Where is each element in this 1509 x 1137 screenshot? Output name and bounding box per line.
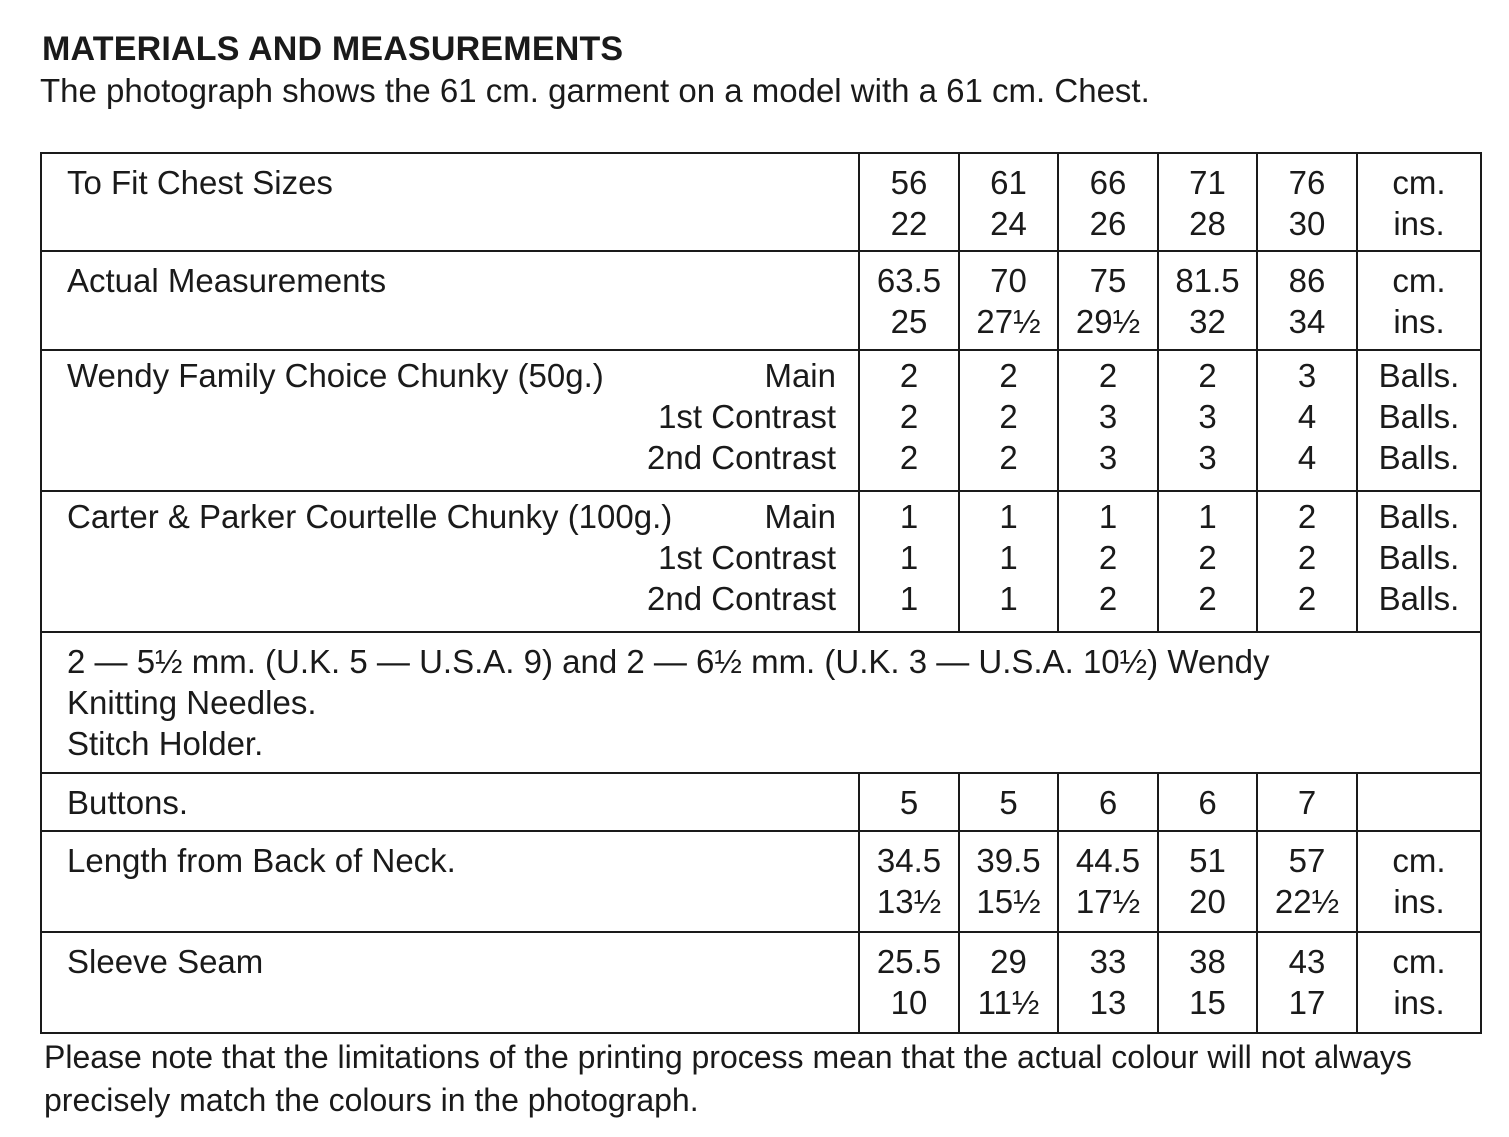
buttons-cell: 5 <box>959 773 1058 831</box>
actual-measurement-cell: 86 34 <box>1257 251 1357 350</box>
buttons-cell: 7 <box>1257 773 1357 831</box>
wendy-yarn-row <box>41 350 1481 491</box>
carter-yarn-cell: 1 2 2 <box>1158 491 1257 632</box>
wendy-yarn-cell: 2 3 3 <box>1158 350 1257 491</box>
wendy-yarn-label <box>41 350 859 491</box>
contrast1-label: 1st Contrast <box>658 398 836 435</box>
chest-size-cell: 76 30 <box>1257 153 1357 251</box>
contrast1-label: 1st Contrast <box>658 539 836 576</box>
contrast2-label: 2nd Contrast <box>647 439 836 476</box>
sleeve-seam-cell: 25.5 10 <box>859 932 959 1033</box>
unit-cell <box>1357 773 1481 831</box>
length-row <box>41 831 1481 932</box>
buttons-cell: 6 <box>1158 773 1257 831</box>
carter-yarn-cell: 1 2 2 <box>1058 491 1158 632</box>
actual-measurement-cell: 81.5 32 <box>1158 251 1257 350</box>
actual-measurement-cell: 63.5 25 <box>859 251 959 350</box>
main-label: Main <box>764 498 836 535</box>
sleeve-seam-cell: 29 11½ <box>959 932 1058 1033</box>
carter-yarn-name: Carter & Parker Courtelle Chunky (100g.) <box>67 498 673 535</box>
length-label: Length from Back of Neck. <box>41 831 859 932</box>
unit-cell: cm. ins. <box>1357 932 1481 1033</box>
sleeve-seam-row <box>41 932 1481 1033</box>
contrast2-label: 2nd Contrast <box>647 580 836 617</box>
wendy-yarn-cell: 2 3 3 <box>1058 350 1158 491</box>
carter-yarn-label <box>41 491 859 632</box>
wendy-yarn-cell: 3 4 4 <box>1257 350 1357 491</box>
sleeve-seam-cell: 33 13 <box>1058 932 1158 1033</box>
buttons-cell: 5 <box>859 773 959 831</box>
carter-yarn-cell: 1 1 1 <box>859 491 959 632</box>
buttons-row <box>41 773 1481 831</box>
buttons-cell: 6 <box>1058 773 1158 831</box>
chest-size-row <box>41 153 1481 251</box>
length-cell: 44.5 17½ <box>1058 831 1158 932</box>
buttons-label: Buttons. <box>41 773 859 831</box>
length-cell: 51 20 <box>1158 831 1257 932</box>
carter-yarn-cell: 1 1 1 <box>959 491 1058 632</box>
carter-yarn-row <box>41 491 1481 632</box>
actual-measurements-label: Actual Measurements <box>41 251 859 350</box>
sleeve-seam-cell: 43 17 <box>1257 932 1357 1033</box>
length-cell: 39.5 15½ <box>959 831 1058 932</box>
unit-cell: Balls. Balls. Balls. <box>1357 491 1481 632</box>
printing-note: Please note that the limitations of the printing process mean that the actual colour will not always precisely match the colours in the photograph. <box>44 1039 1412 1118</box>
chest-size-cell: 61 24 <box>959 153 1058 251</box>
page-title: MATERIALS AND MEASUREMENTS <box>42 30 624 68</box>
chest-size-cell: 56 22 <box>859 153 959 251</box>
actual-measurements-row <box>41 251 1481 350</box>
chest-size-label: To Fit Chest Sizes <box>41 153 859 251</box>
chest-size-cell: 66 26 <box>1058 153 1158 251</box>
length-cell: 57 22½ <box>1257 831 1357 932</box>
unit-cell: cm. ins. <box>1357 153 1481 251</box>
wendy-yarn-name: Wendy Family Choice Chunky (50g.) <box>67 357 604 394</box>
main-label: Main <box>764 357 836 394</box>
length-cell: 34.5 13½ <box>859 831 959 932</box>
actual-measurement-cell: 70 27½ <box>959 251 1058 350</box>
sleeve-seam-label: Sleeve Seam <box>41 932 859 1033</box>
unit-cell: cm. ins. <box>1357 831 1481 932</box>
carter-yarn-cell: 2 2 2 <box>1257 491 1357 632</box>
materials-table <box>40 152 1482 1034</box>
needles-line: Knitting Needles. <box>67 684 317 721</box>
chest-size-cell: 71 28 <box>1158 153 1257 251</box>
needles-row <box>41 632 1481 773</box>
stitch-holder-line: Stitch Holder. <box>67 725 264 762</box>
actual-measurement-cell: 75 29½ <box>1058 251 1158 350</box>
sleeve-seam-cell: 38 15 <box>1158 932 1257 1033</box>
wendy-yarn-cell: 2 2 2 <box>859 350 959 491</box>
needles-line: 2 — 5½ mm. (U.K. 5 — U.S.A. 9) and 2 — 6½ mm. (U.K. 3 — U.S.A. 10½) Wendy <box>67 643 1270 680</box>
unit-cell: Balls. Balls. Balls. <box>1357 350 1481 491</box>
needles-cell <box>41 632 1481 773</box>
wendy-yarn-cell: 2 2 2 <box>959 350 1058 491</box>
page-subtitle: The photograph shows the 61 cm. garment on a model with a 61 cm. Chest. <box>40 72 1150 109</box>
unit-cell: cm. ins. <box>1357 251 1481 350</box>
